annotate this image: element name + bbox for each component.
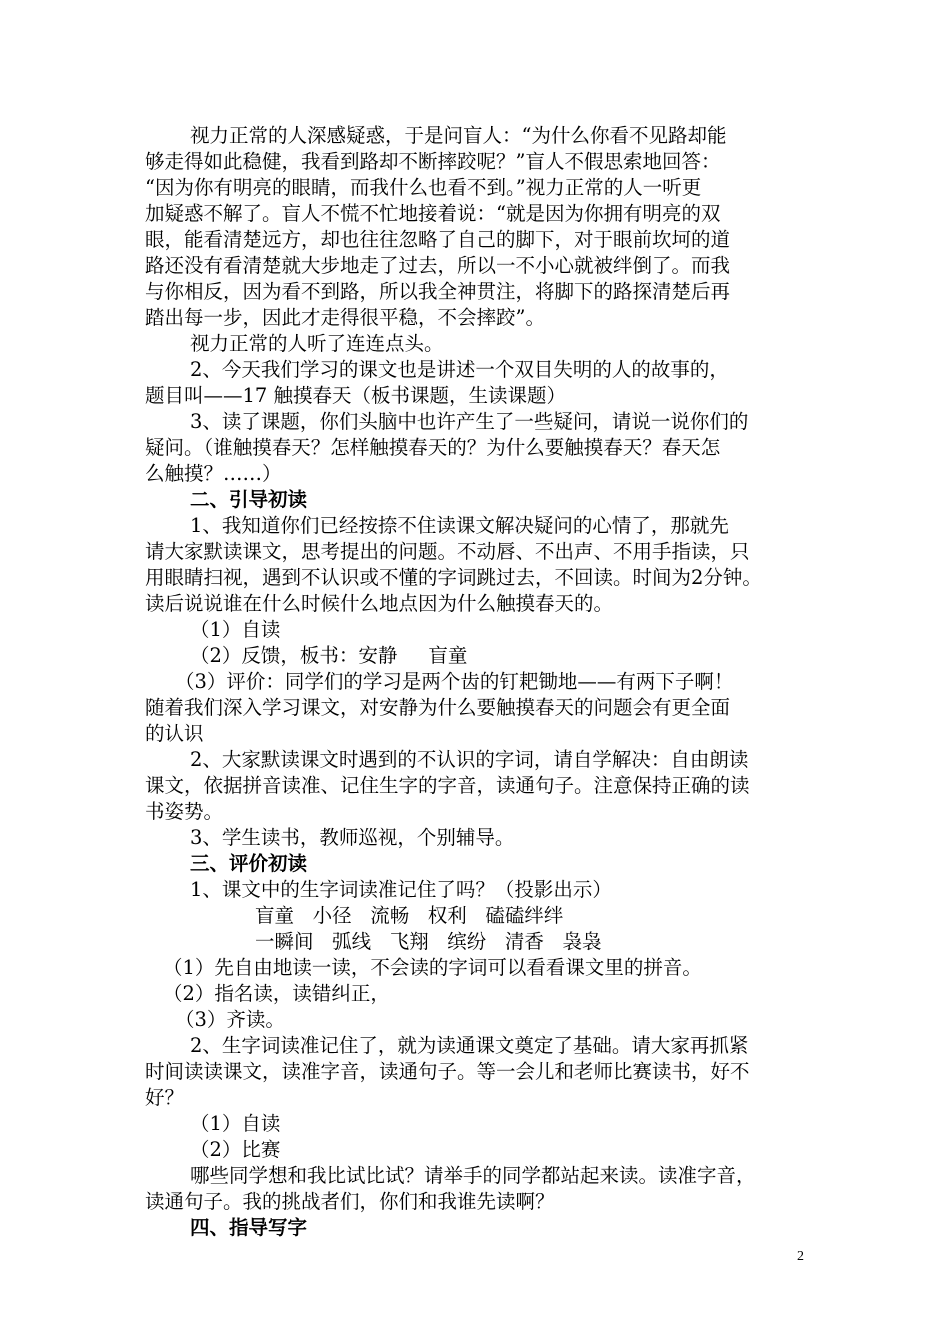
text-line: 踏出每一步，因此才走得很平稳，不会摔跤”。 xyxy=(145,306,545,329)
text-line: 么触摸？……） xyxy=(145,462,282,485)
text-line: 够走得如此稳健，我看到路却不断摔跤呢？”盲人不假思索地回答： xyxy=(145,150,721,173)
text-line: 请大家默读课文，思考提出的问题。不动唇、不出声、不用手指读，只 xyxy=(145,540,750,563)
section-heading: 四、指导写字 xyxy=(190,1216,308,1239)
text-line: 1、课文中的生字词读准记住了吗？（投影出示） xyxy=(190,878,612,901)
text-line: 好？ xyxy=(145,1086,185,1109)
text-line: 眼，能看清楚远方，却也往往忽略了自己的脚下，对于眼前坎坷的道 xyxy=(145,228,731,251)
text-line: 题目叫——17 触摸春天（板书课题，生读课题） xyxy=(145,384,567,407)
text-line: （1）自读 xyxy=(190,618,281,641)
vocab-line: 一瞬间 弧线 飞翔 缤纷 清香 袅袅 xyxy=(255,930,602,953)
text-line: 2、今天我们学习的课文也是讲述一个双目失明的人的故事的， xyxy=(190,358,729,381)
text-line: （3）齐读。 xyxy=(175,1008,285,1031)
text-line: 时间读读课文，读准字音，读通句子。等一会儿和老师比赛读书，好不 xyxy=(145,1060,750,1083)
text-line: （1）先自由地读一读，不会读的字词可以看看课文里的拼音。 xyxy=(163,956,702,979)
vocab-line: 盲童 小径 流畅 权利 磕磕绊绊 xyxy=(255,904,564,927)
text-line: 加疑惑不解了。盲人不慌不忙地接着说：“就是因为你拥有明亮的双 xyxy=(145,202,721,225)
text-line: 读通句子。我的挑战者们，你们和我谁先读啊？ xyxy=(145,1190,555,1213)
text-line: （2）比赛 xyxy=(190,1138,281,1161)
text-line: 视力正常的人听了连连点头。 xyxy=(190,332,444,355)
text-line: “因为你有明亮的眼睛，而我什么也看不到。”视力正常的人一听更 xyxy=(145,176,702,199)
text-line: 读后说说谁在什么时候什么地点因为什么触摸春天的。 xyxy=(145,592,614,615)
text-line: 用眼睛扫视，遇到不认识或不懂的字词跳过去，不回读。时间为2分钟。 xyxy=(145,566,762,589)
text-line: 路还没有看清楚就大步地走了过去，所以一不小心就被绊倒了。而我 xyxy=(145,254,731,277)
text-line: （2）指名读，读错纠正， xyxy=(163,982,390,1005)
text-line: 哪些同学想和我比试比试？请举手的同学都站起来读。读准字音， xyxy=(190,1164,756,1187)
text-line: 2、生字词读准记住了，就为读通课文奠定了基础。请大家再抓紧 xyxy=(190,1034,749,1057)
text-line: 3、读了课题，你们头脑中也许产生了一些疑问，请说一说你们的 xyxy=(190,410,749,433)
text-line: 2、大家默读课文时遇到的不认识的字词，请自学解决：自由朗读 xyxy=(190,748,749,771)
text-line: 3、学生读书，教师巡视，个别辅导。 xyxy=(190,826,515,849)
text-line: 与你相反，因为看不到路，所以我全神贯注，将脚下的路探清楚后再 xyxy=(145,280,731,303)
text-line: 1、我知道你们已经按捺不住读课文解决疑问的心情了，那就先 xyxy=(190,514,729,537)
text-line: （1）自读 xyxy=(190,1112,281,1135)
text-line: 书姿势。 xyxy=(145,800,224,823)
text-line: 视力正常的人深感疑惑，于是问盲人：“为什么你看不见路却能 xyxy=(190,124,727,147)
text-line: （3）评价：同学们的学习是两个齿的钉耙锄地——有两下子啊！ xyxy=(175,670,734,693)
section-heading: 三、评价初读 xyxy=(190,852,308,875)
text-line: 的认识 xyxy=(145,722,204,745)
page-number: 2 xyxy=(797,1249,804,1264)
text-line: （2）反馈，板书：安静 盲童 xyxy=(190,644,468,667)
text-line: 疑问。（谁触摸春天？怎样触摸春天的？为什么要触摸春天？春天怎 xyxy=(145,436,721,459)
section-heading: 二、引导初读 xyxy=(190,488,308,511)
text-line: 随着我们深入学习课文，对安静为什么要触摸春天的问题会有更全面 xyxy=(145,696,731,719)
text-line: 课文，依据拼音读准、记住生字的字音，读通句子。注意保持正确的读 xyxy=(145,774,750,797)
